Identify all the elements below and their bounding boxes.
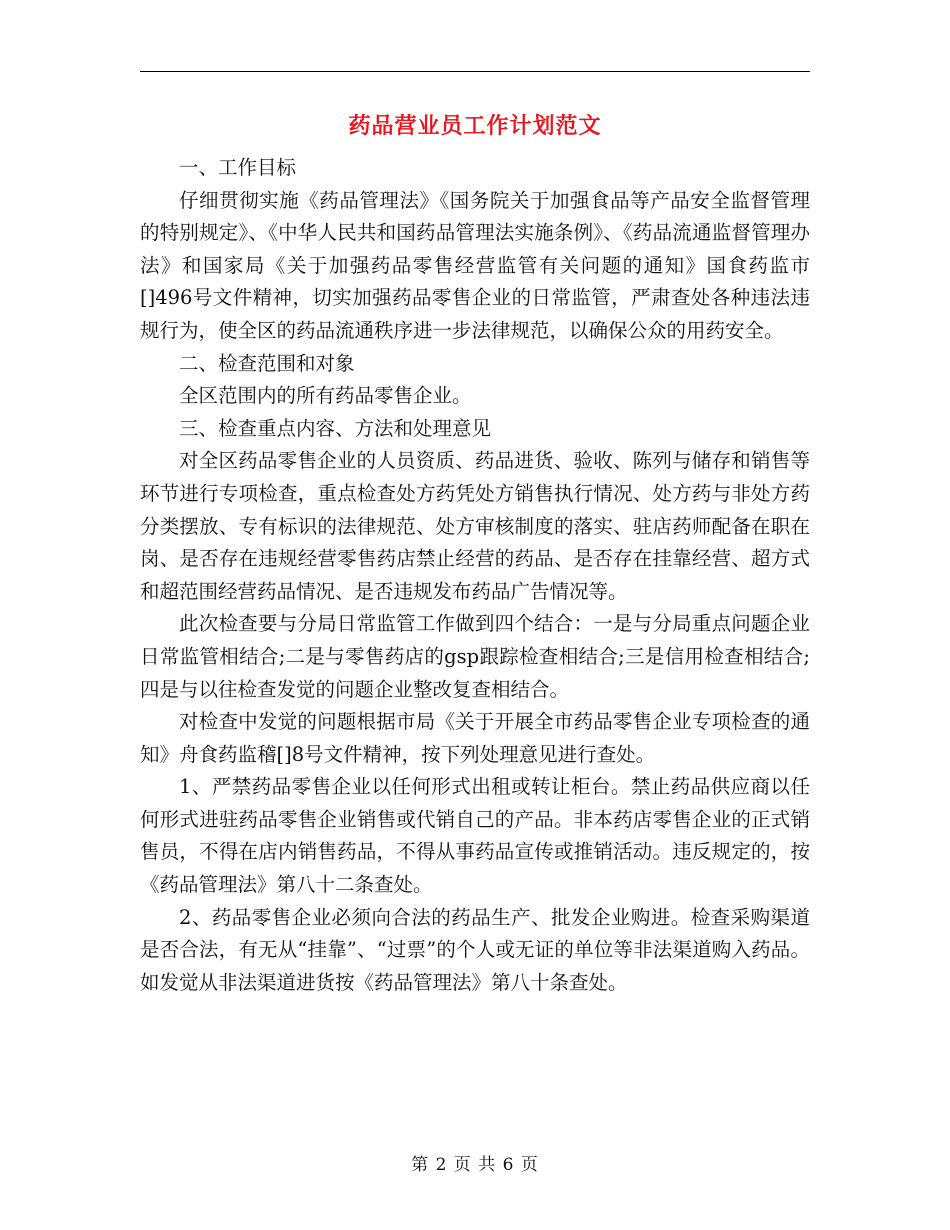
section-heading-scope: 二、检查范围和对象	[179, 351, 355, 375]
paragraph-focus: 对全区药品零售企业的人员资质、药品进货、验收、陈列与储存和销售等环节进行专项检查，重点检查处方药凭处方销售执行情况、处方药与非处方药分类摆放、专有标识的法律规范、处方审核制度的落实、驻店药师配备在职在岗、是否存在违规经营零售药店禁止经营的药品、是否存在挂靠经营、超方式和超范围经营药品情况、是否违规发布药品广告情况等。	[140, 449, 810, 603]
paragraph-item-2: 2、药品零售企业必须向合法的药品生产、批发企业购进。检查采购渠道是否合法，有无从“挂靠”、“过票”的个人或无证的单位等非法渠道购入药品。如发觉从非法渠道进货按《药品管理法》第八十条查处。	[140, 905, 810, 994]
document-body	[140, 152, 810, 999]
paragraph-scope: 全区范围内的所有药品零售企业。	[179, 384, 472, 408]
paragraph-handling: 对检查中发觉的问题根据市局《关于开展全市药品零售企业专项检查的通知》舟食药监稽[]8号文件精神，按下列处理意见进行查处。	[140, 710, 810, 766]
section-heading-goals: 一、工作目标	[179, 156, 297, 179]
document-title: 药品营业员工作计划范文	[348, 113, 602, 139]
paragraph-goals: 仔细贯彻实施《药品管理法》《国务院关于加强食品等产品安全监督管理的特别规定》、《中华人民共和国药品管理法实施条例》、《药品流通监督管理办法》和国家局《关于加强药品零售经营监管有关问题的通知》国食药监市[]496号文件精神，切实加强药品零售企业的日常监管，严肃查处各种违法违规行为，使全区的药品流通秩序进一步法律规范，以确保公众的用药安全。	[140, 188, 810, 342]
section-heading-focus: 三、检查重点内容、方法和处理意见	[179, 416, 492, 440]
header-rule	[140, 71, 810, 72]
paragraph-combination: 此次检查要与分局日常监管工作做到四个结合：一是与分局重点问题企业日常监管相结合;二是与零售药店的gsp跟踪检查相结合;三是信用检查相结合;四是与以往检查发觉的问题企业整改复查相结合。	[140, 612, 810, 701]
page-number: 第 2 页 共 6 页	[411, 1155, 539, 1175]
paragraph-item-1: 1、严禁药品零售企业以任何形式出租或转让柜台。禁止药品供应商以任何形式进驻药品零售企业销售或代销自己的产品。非本药店零售企业的正式销售员，不得在店内销售药品，不得从事药品宣传或推销活动。违反规定的，按《药品管理法》第八十二条查处。	[140, 775, 810, 897]
